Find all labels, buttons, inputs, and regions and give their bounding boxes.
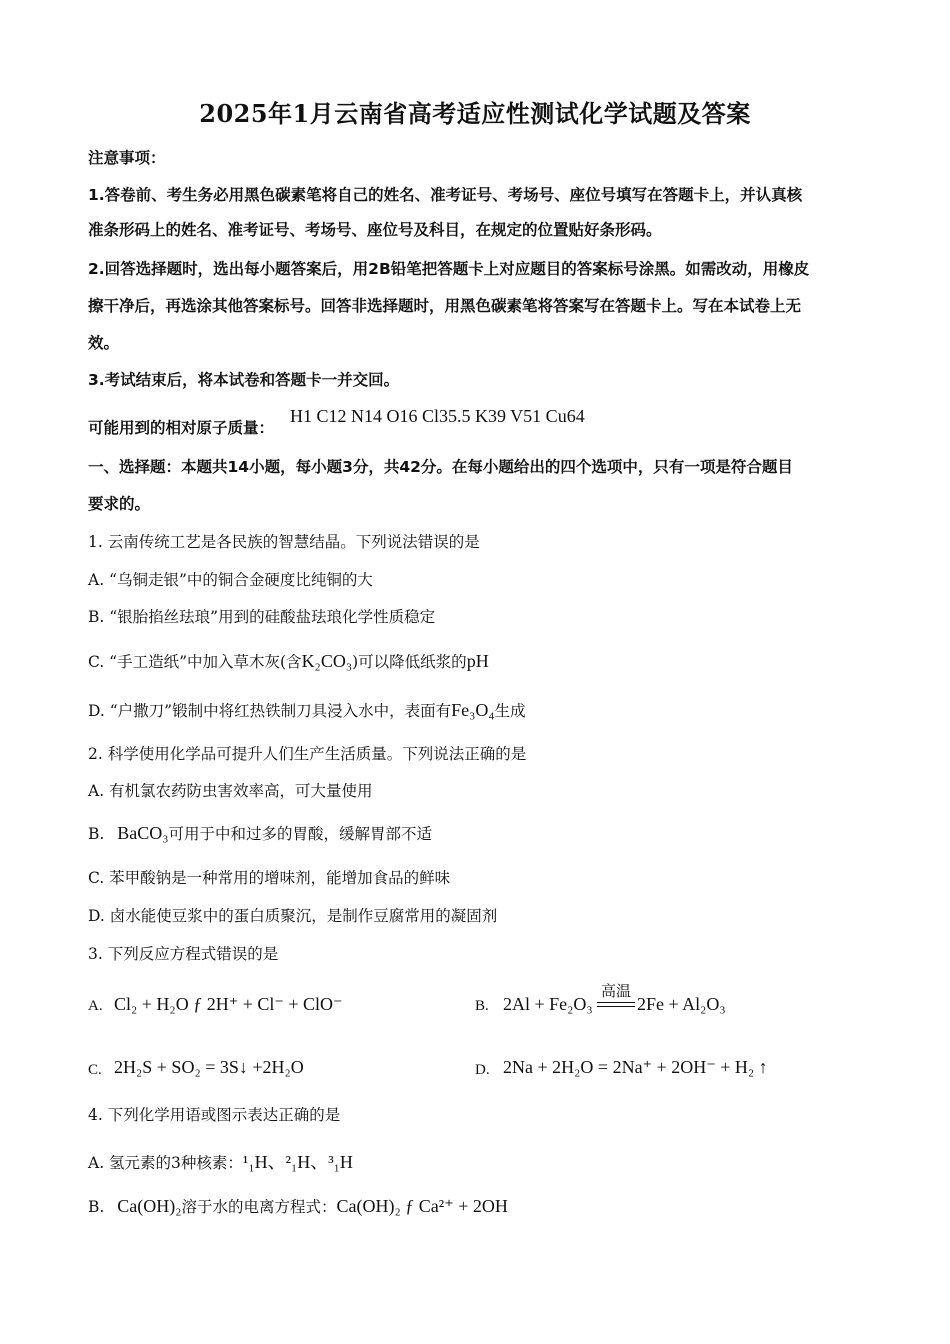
- q2-option-b-text: 可用于中和过多的胃酸，缓解胃部不适: [168, 825, 433, 843]
- q3-option-a-label: A.: [88, 998, 103, 1014]
- q1-option-a: A. “乌铜走银”中的铜合金硬度比纯铜的大: [88, 571, 373, 589]
- q3-stem: 3. 下列反应方程式错误的是: [88, 945, 279, 963]
- q3-option-c-label: C.: [88, 1062, 102, 1078]
- notice-item-1-line-2: 准条形码上的姓名、准考证号、考场号、座位号及科目，在规定的位置贴好条形码。: [88, 221, 662, 239]
- page-title: 2025年1月云南省高考适应性测试化学试题及答案: [199, 99, 751, 128]
- q3-option-d-label: D.: [475, 1062, 490, 1078]
- q3-option-b-condition: 高温: [600, 982, 631, 1000]
- q1-option-d: [88, 699, 526, 721]
- atomic-mass-values: H1 C12 N14 O16 Cl35.5 K39 V51 Cu64: [290, 406, 585, 426]
- q4-option-b-text: 溶于水的电离方程式：: [181, 1198, 337, 1216]
- notice-item-2-line-3: 效。: [88, 334, 120, 352]
- q1-option-c-text-2: )可以降低纸浆的: [352, 653, 467, 671]
- q2-option-b: [88, 822, 432, 844]
- notice-item-2-line-1: 2.回答选择题时，选出每小题答案后，用2B铅笔把答题卡上对应题目的答案标号涂黑。如需改动，用橡皮: [88, 260, 810, 278]
- atomic-mass-label: 可能用到的相对原子质量：: [88, 419, 275, 437]
- q3-option-d-equation: 2Na + 2H₂O = 2Na⁺ + 2OH⁻ + H₂ ↑: [503, 1057, 768, 1077]
- notice-item-3: 3.考试结束后，将本试卷和答题卡一并交回。: [88, 371, 400, 389]
- section-1-heading-line-2: 要求的。: [88, 495, 151, 513]
- q4-option-b-equation: Ca(OH)₂ ƒ Ca²⁺ + 2OH: [336, 1196, 508, 1216]
- q2-stem: 2. 科学使用化学品可提升人们生产生活质量。下列说法正确的是: [88, 745, 527, 763]
- q1-stem: 1. 云南传统工艺是各民族的智慧结晶。下列说法错误的是: [88, 533, 480, 551]
- q3-option-b-products: 2Fe + Al₂O₃: [637, 994, 726, 1014]
- q1-option-d-text: D. “户撒刀”锻制中将红热铁制刀具浸入水中，表面有: [88, 702, 452, 720]
- notice-heading: 注意事项：: [88, 149, 166, 167]
- q4-option-a: [88, 1148, 353, 1174]
- q3-option-b-reactants: 2Al + Fe₂O₃: [503, 994, 593, 1014]
- q3-option-b-equals-top: [597, 1002, 635, 1003]
- q4-option-b-label: B.: [88, 1198, 105, 1216]
- q4-option-a-formula: ¹₁H、²₁H、³₁H: [242, 1152, 353, 1172]
- section-1-heading-line-1: 一、选择题：本题共14小题，每小题3分，共42分。在每小题给出的四个选项中，只有一项是符合题目: [88, 458, 793, 476]
- q1-option-c-text: C. “手工造纸”中加入草木灰(含: [88, 653, 302, 671]
- q2-option-d: D. 卤水能使豆浆中的蛋白质聚沉，是制作豆腐常用的凝固剂: [88, 907, 498, 925]
- q3-option-c-equation: 2H₂S + SO₂ = 3S↓ +2H₂O: [114, 1057, 304, 1077]
- q4-option-a-text: A. 氢元素的3种核素：: [88, 1154, 243, 1172]
- q3-option-b-label: B.: [475, 998, 489, 1014]
- q2-option-a: A. 有机氯农药防虫害效率高，可大量使用: [88, 782, 373, 800]
- q1-option-d-text-2: 生成: [494, 702, 526, 720]
- q1-option-b: B. “银胎掐丝珐琅”用到的硅酸盐珐琅化学性质稳定: [88, 608, 436, 626]
- q1-option-c: [88, 650, 489, 672]
- q1-option-c-ph: pH: [466, 651, 489, 671]
- q4-option-b: [88, 1195, 508, 1217]
- q3-option-b-equals-bottom: [597, 1006, 635, 1007]
- q2-option-b-label: B.: [88, 825, 105, 843]
- q3-option-a-equation: Cl₂ + H₂O ƒ 2H⁺ + Cl⁻ + ClO⁻: [114, 994, 343, 1014]
- q4-stem: 4. 下列化学用语或图示表达正确的是: [88, 1106, 341, 1124]
- q1-option-c-formula: K₂CO₃: [301, 651, 353, 671]
- notice-item-2-line-2: 擦干净后，再选涂其他答案标号。回答非选择题时，用黑色碳素笔将答案写在答题卡上。写在本试卷上无: [88, 297, 802, 315]
- q2-option-b-formula: BaCO₃: [117, 823, 169, 843]
- q4-option-b-formula: Ca(OH)₂: [117, 1196, 182, 1216]
- q1-option-d-formula: Fe₃O₄: [451, 700, 495, 720]
- q2-option-c: C. 苯甲酸钠是一种常用的增味剂，能增加食品的鲜味: [88, 869, 451, 887]
- notice-item-1-line-1: 1.答卷前、考生务必用黑色碳素笔将自己的姓名、准考证号、考场号、座位号填写在答题卡上，并认真核: [88, 186, 803, 204]
